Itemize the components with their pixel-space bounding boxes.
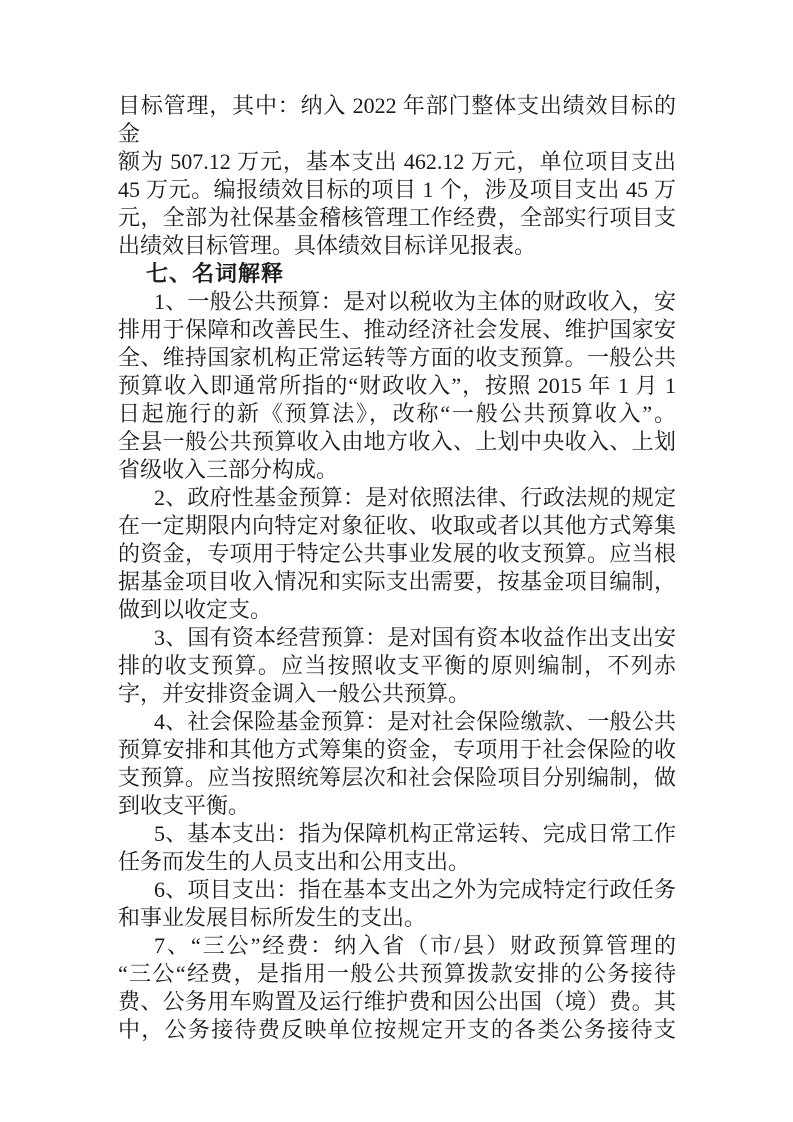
document-body (118, 92, 676, 1044)
text-line: 据基金项目收入情况和实际支出需要，按基金项目编制， (118, 569, 676, 594)
text-line: 3、国有资本经营预算：是对国有资本收益作出支出安 (154, 625, 676, 650)
text-line: 1、一般公共预算：是对以税收为主体的财政收入，安 (154, 289, 676, 314)
section-heading-glossary (118, 260, 676, 288)
text-line: 字，并安排资金调入一般公共预算。 (118, 681, 471, 706)
text-line: 4、社会保险基金预算：是对社会保险缴款、一般公共 (154, 709, 676, 734)
text-line: 目标管理，其中：纳入 2022 年部门整体支出绩效目标的金 (118, 93, 676, 146)
text-line: 7、“三公”经费：纳入省（市/县）财政预算管理的 (154, 933, 676, 958)
text-line: 全县一般公共预算收入由地方收入、上划中央收入、上划 (118, 429, 676, 454)
text-line: 的资金，专项用于特定公共事业发展的收支预算。应当根 (118, 541, 676, 566)
text-line: “三公“经费，是指用一般公共预算拨款安排的公务接待 (118, 961, 676, 986)
text-line: 到收支平衡。 (118, 793, 251, 818)
paragraph-term-1-general-public-budget (118, 288, 676, 484)
paragraph-term-4-social-insurance-fund-budget (118, 708, 676, 820)
text-line: 省级收入三部分构成。 (118, 457, 339, 482)
text-line: 预算收入即通常所指的“财政收入”，按照 2015 年 1 月 1 (118, 373, 676, 398)
text-line: 在一定期限内向特定对象征收、收取或者以其他方式筹集 (118, 513, 676, 538)
text-line: 45 万元。编报绩效目标的项目 1 个，涉及项目支出 45 万 (118, 177, 676, 202)
text-line: 6、项目支出：指在基本支出之外为完成特定行政任务 (154, 877, 676, 902)
text-line: 做到以收定支。 (118, 597, 273, 622)
text-line: 预算安排和其他方式筹集的资金，专项用于社会保险的收 (118, 737, 676, 762)
paragraph-term-3-state-capital-budget (118, 624, 676, 708)
text-line: 和事业发展目标所发生的支出。 (118, 905, 427, 930)
text-line: 七、名词解释 (146, 261, 285, 286)
text-line: 5、基本支出：指为保障机构正常运转、完成日常工作 (154, 821, 676, 846)
paragraph-term-6-project-expenditure (118, 876, 676, 932)
text-line: 排用于保障和改善民生、推动经济社会发展、维护国家安 (118, 317, 676, 342)
text-line: 额为 507.12 万元，基本支出 462.12 万元，单位项目支出 (118, 149, 676, 174)
paragraph-term-5-basic-expenditure (118, 820, 676, 876)
text-line: 出绩效目标管理。具体绩效目标详见报表。 (118, 233, 537, 258)
paragraph-performance-targets-continuation (118, 92, 676, 260)
text-line: 元，全部为社保基金稽核管理工作经费，全部实行项目支 (118, 205, 676, 230)
text-line: 任务而发生的人员支出和公用支出。 (118, 849, 471, 874)
text-line: 排的收支预算。应当按照收支平衡的原则编制，不列赤 (118, 653, 676, 678)
text-line: 费、公务用车购置及运行维护费和因公出国（境）费。其 (118, 989, 676, 1014)
text-line: 2、政府性基金预算：是对依照法律、行政法规的规定 (154, 485, 676, 510)
text-line: 日起施行的新《预算法》，改称“一般公共预算收入”。 (118, 401, 676, 426)
text-line: 支预算。应当按照统筹层次和社会保险项目分别编制，做 (118, 765, 676, 790)
paragraph-term-7-three-public-expenses (118, 932, 676, 1044)
paragraph-term-2-government-fund-budget (118, 484, 676, 624)
text-line: 中，公务接待费反映单位按规定开支的各类公务接待支 (118, 1017, 676, 1042)
text-line: 全、维持国家机构正常运转等方面的收支预算。一般公共 (118, 345, 676, 370)
